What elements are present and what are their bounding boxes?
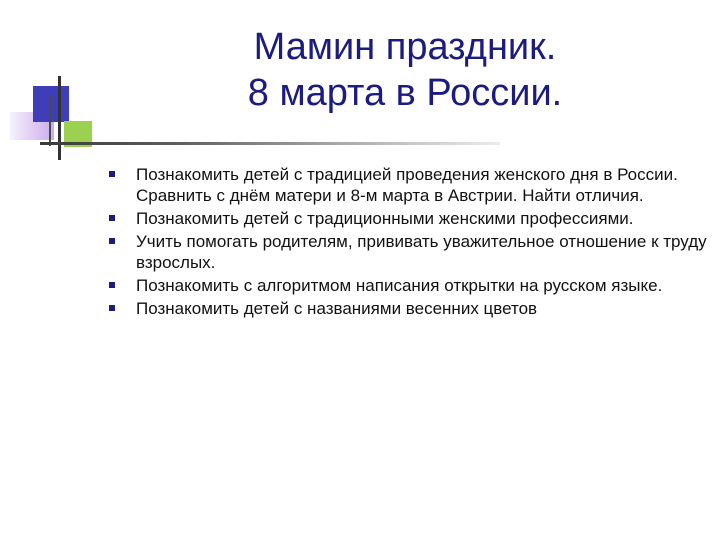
square-bullet-icon	[109, 238, 115, 244]
bullet-text: Познакомить детей с традицией проведения женского дня в России. Сравнить с днём матери и 8-м марта в Австрии. Найти отличия.	[136, 165, 678, 205]
vertical-line-decoration	[58, 76, 61, 160]
square-bullet-icon	[109, 171, 115, 177]
slide-title	[120, 24, 690, 116]
bullet-text: Познакомить детей с названиями весенних цветов	[136, 299, 538, 318]
blue-square-decoration	[33, 86, 69, 122]
square-bullet-icon	[109, 215, 115, 221]
bullet-text: Познакомить с алгоритмом написания открытки на русском языке.	[136, 276, 663, 295]
title-underline-rule	[40, 142, 500, 145]
slide-title-line-1: Мамин праздник.	[253, 26, 557, 68]
square-bullet-icon	[109, 282, 115, 288]
bullet-text: Познакомить детей с традиционными женскими профессиями.	[136, 209, 634, 228]
bullet-item	[108, 298, 708, 319]
bullet-list	[108, 164, 708, 321]
bullet-item	[108, 208, 708, 229]
bullet-item	[108, 164, 708, 206]
slide-title-line-2: 8 марта в России.	[247, 72, 563, 114]
bullet-item	[108, 231, 708, 273]
vertical-line-decoration-inner	[49, 96, 51, 146]
square-bullet-icon	[109, 305, 115, 311]
bullet-text: Учить помогать родителям, прививать уважительное отношение к труду взрослых.	[136, 232, 707, 272]
bullet-item	[108, 275, 708, 296]
